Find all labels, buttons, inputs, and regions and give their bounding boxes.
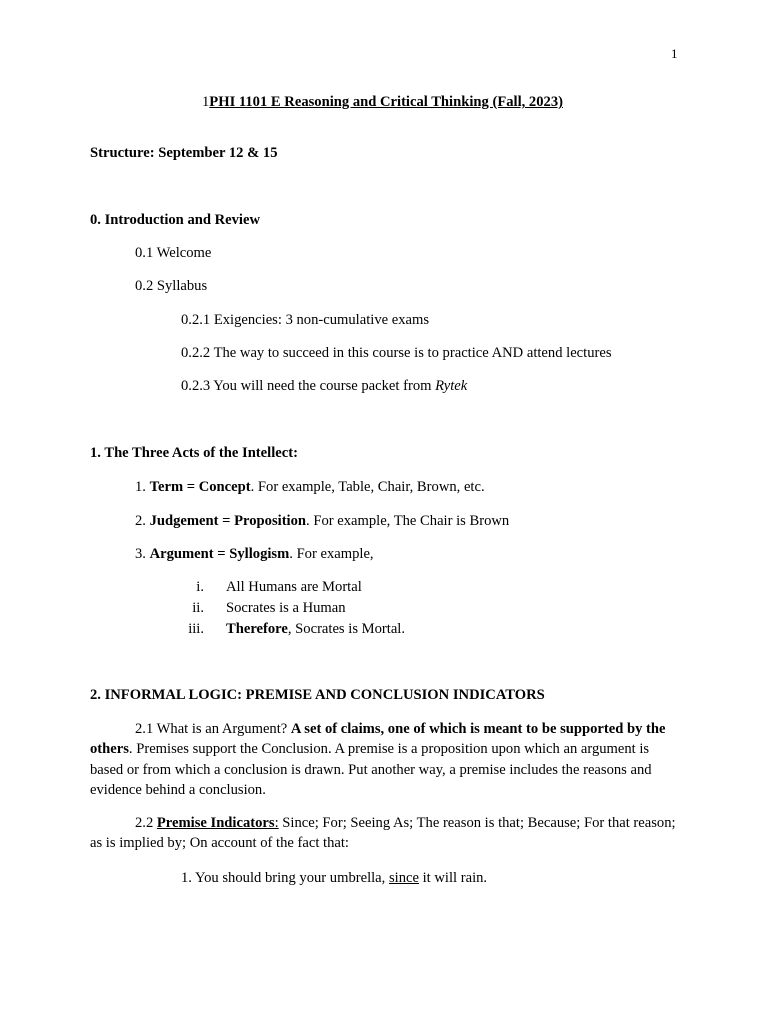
act-example: . For example, <box>289 546 374 562</box>
syllogism-line-3 <box>226 619 405 639</box>
syllogism-line-2: Socrates is a Human <box>226 600 346 616</box>
example-text-end: it will rain. <box>418 870 488 886</box>
argument-explanation: . Premises support the Conclusion. A premise is a proposition upon which an argument is based or from which a conclusion is drawn. Put another way, a premise includes the reasons and evidence behind a conclusion. <box>90 741 652 798</box>
syllogism-numeral-1: i. <box>196 579 204 595</box>
syllogism-numeral-3: iii. <box>188 621 204 637</box>
section-0-heading: 0. Introduction and Review <box>90 212 261 228</box>
title-text: PHI 1101 E Reasoning and Critical Thinking (Fall, 2023) <box>209 94 563 110</box>
act-number: 2. <box>135 513 150 529</box>
premise-indicators-paragraph <box>90 813 680 854</box>
item-syllabus: 0.2 Syllabus <box>135 278 208 294</box>
section-1-heading: 1. The Three Acts of the Intellect: <box>90 445 298 461</box>
premise-number: 2.2 <box>135 815 157 831</box>
argument-question: 2.1 What is an Argument? <box>135 721 291 737</box>
footnote-marker: 1 <box>202 94 210 110</box>
subitem-course-packet <box>181 376 467 396</box>
act-example: . For example, The Chair is Brown <box>306 513 510 529</box>
act-number: 3. <box>135 546 150 562</box>
act-term-label: Argument = Syllogism <box>149 546 290 562</box>
act-term-label: Judgement = Proposition <box>149 513 307 529</box>
act-term <box>135 477 485 497</box>
packet-text: 0.2.3 You will need the course packet from <box>181 378 436 394</box>
act-number: 1. <box>135 479 150 495</box>
page-number: 1 <box>671 46 678 61</box>
act-judgement <box>135 511 509 531</box>
premise-indicators-label: Premise Indicators <box>156 815 275 831</box>
premise-indicators-list: Since; For; Seeing As; The reason is that; Because; For that reason; as is implied by; On account of the fact that: <box>90 815 676 852</box>
syllogism-numeral-2: ii. <box>192 600 204 616</box>
packet-vendor: Rytek <box>435 378 468 394</box>
item-welcome: 0.1 Welcome <box>135 245 212 261</box>
subitem-succeed: 0.2.2 The way to succeed in this course is to practice AND attend lectures <box>181 345 612 361</box>
syllogism-line-1: All Humans are Mortal <box>226 579 362 595</box>
subitem-exigencies: 0.2.1 Exigencies: 3 non-cumulative exams <box>181 312 430 328</box>
act-argument <box>135 544 374 564</box>
premise-colon: : <box>274 815 279 831</box>
argument-definition-paragraph <box>90 719 680 800</box>
act-example: . For example, Table, Chair, Brown, etc. <box>250 479 485 495</box>
structure-line: Structure: September 12 & 15 <box>90 145 278 161</box>
therefore-word: Therefore <box>226 621 288 637</box>
umbrella-example <box>181 868 487 888</box>
act-term-label: Term = Concept <box>149 479 251 495</box>
example-text: 1. You should bring your umbrella, <box>181 870 389 886</box>
conclusion-text: , Socrates is Mortal. <box>287 621 406 637</box>
section-2-heading: 2. INFORMAL LOGIC: PREMISE AND CONCLUSION INDICATORS <box>90 687 545 703</box>
argument-definition: A set of claims, one of which is meant to be supported by the others <box>90 721 666 758</box>
document-title <box>202 92 563 112</box>
example-indicator: since <box>388 870 419 886</box>
